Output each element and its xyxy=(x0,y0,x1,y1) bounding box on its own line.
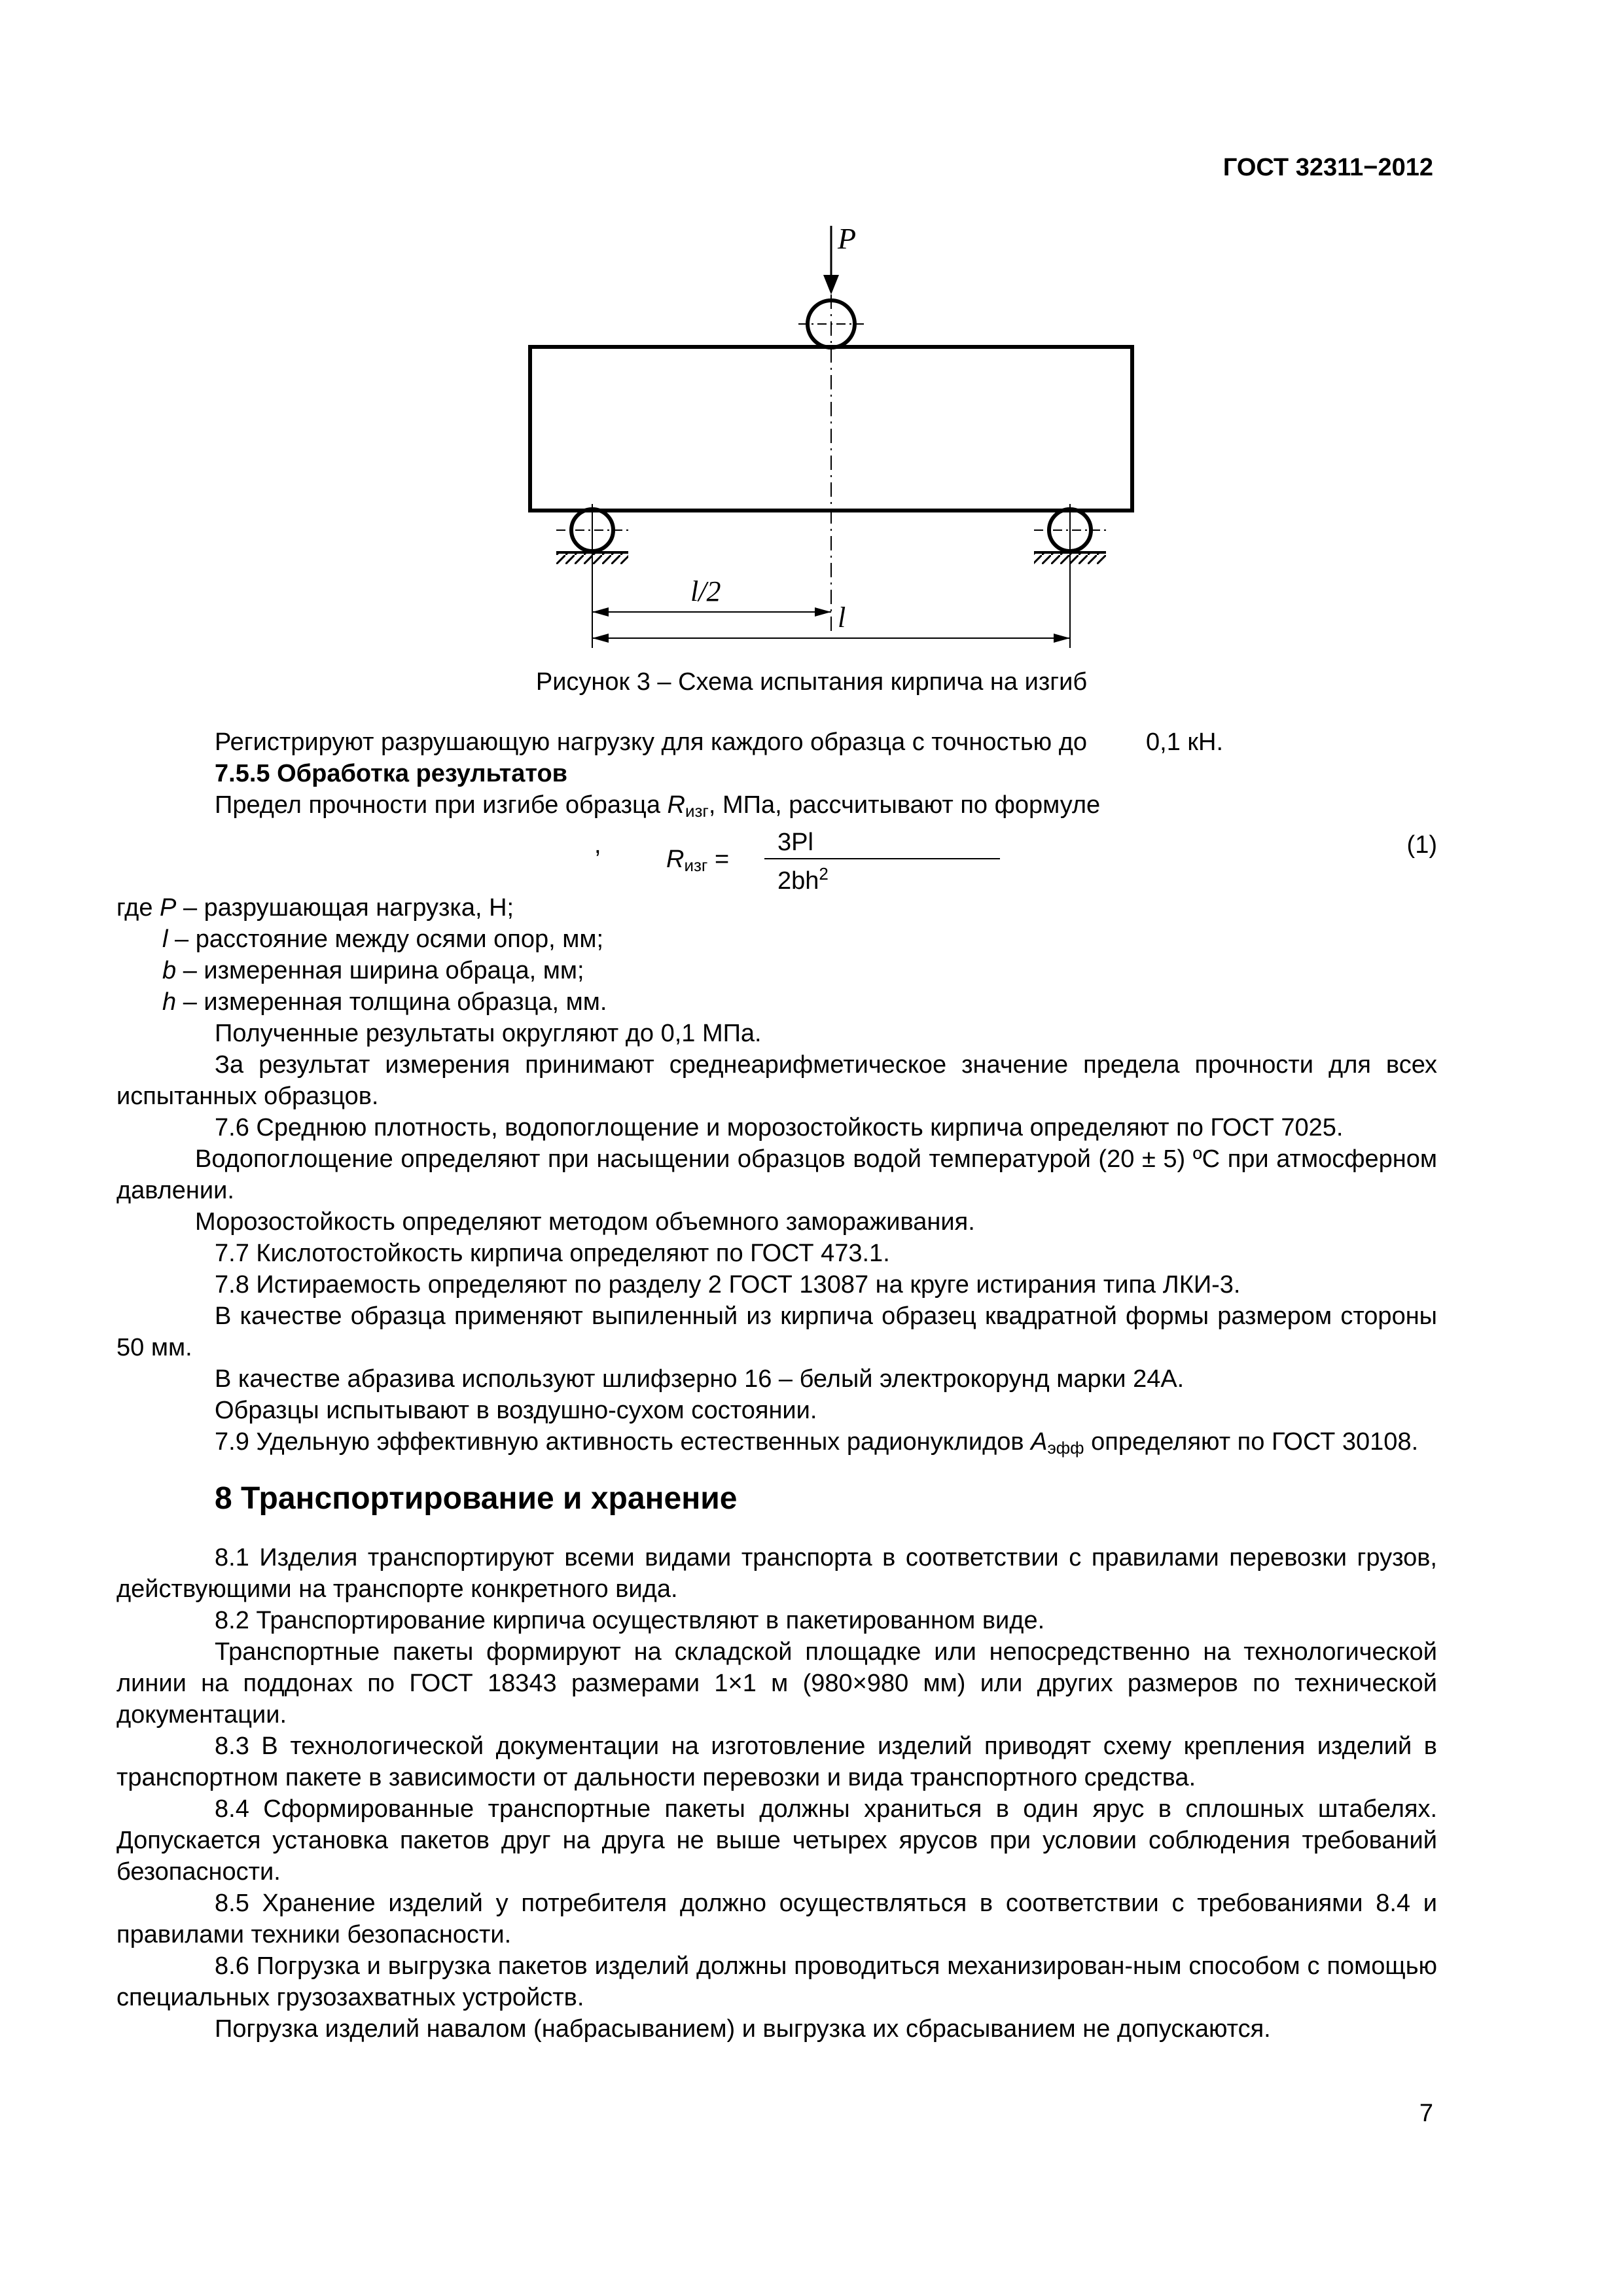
load-label: P xyxy=(838,222,857,255)
load-arrowhead xyxy=(823,275,839,295)
page-number: 7 xyxy=(1419,2100,1433,2127)
figure-caption: Рисунок 3 – Схема испытания кирпича на изгиб xyxy=(535,668,1088,696)
paragraph: Водопоглощение определяют при насыщении образцов водой температурой (20 ± 5) ºС при атмосферном давлении. xyxy=(116,1145,1437,1204)
formula-numerator: 3Pl xyxy=(777,829,813,856)
where-p: где P – разрушающая нагрузка, Н; xyxy=(116,894,514,922)
paragraph: 8.1 Изделия транспортируют всеми видами транспорта в соответствии с правилами перевозки грузов, действующими на транспорте конкретного вида. xyxy=(116,1544,1437,1603)
paragraph-register: Регистрируют разрушающую нагрузку для каждого образца с точностью до 0,1 кН. xyxy=(215,728,1224,756)
paragraph: 7.8 Истираемость определяют по разделу 2 ГОСТ 13087 на круге истирания типа ЛКИ-3. xyxy=(215,1271,1241,1299)
paragraph: 8.5 Хранение изделий у потребителя должно осуществляться в соответствии с требованиями 8.4 и правилами техники безопасности. xyxy=(116,1890,1437,1948)
paragraph-7-9: 7.9 Удельную эффективную активность естественных радионуклидов $А_{эфф}$ определяют по ГОСТ 30108. xyxy=(215,1428,1419,1458)
formula-1: , $R_{изг}$ = 3Pl $2bh^2$ (1) xyxy=(116,827,1437,892)
formula-denominator: $2bh^2$ xyxy=(777,864,829,895)
paragraph: В качестве абразива используют шлифзерно 16 – белый электрокорунд марки 24А. xyxy=(215,1365,1185,1393)
paragraph: 8.3 В технологической документации на изготовление изделий приводят схему крепления изделий в транспортном пакете в зависимости от дальности перевозки и вида транспортного средства. xyxy=(116,1732,1437,1791)
subsection-heading-7-5-5: 7.5.5 Обработка результатов xyxy=(215,760,568,787)
paragraph-strength: Предел прочности при изгибе образца $R_{изг}$, МПа, рассчитывают по формуле xyxy=(215,791,1101,821)
standard-header: ГОСТ 32311−2012 xyxy=(1222,154,1433,181)
paragraph: 7.6 Среднюю плотность, водопоглощение и морозостойкость кирпича определяют по ГОСТ 7025. xyxy=(215,1114,1344,1141)
where-l: l – расстояние между осями опор, мм; xyxy=(162,925,604,953)
paragraph: 8.4 Сформированные транспортные пакеты должны храниться в один ярус в сплошных штабелях. Допускается установка пакетов друг на друга не выше четырех ярусов при условии соблюдения требований безопасности. xyxy=(116,1795,1437,1886)
where-b: b – измеренная ширина обраца, мм; xyxy=(162,957,584,984)
formula-lhs: $R_{изг}$ = xyxy=(666,846,730,875)
bending-test-diagram xyxy=(510,216,1152,674)
paragraph: 7.7 Кислотостойкость кирпича определяют по ГОСТ 473.1. xyxy=(215,1240,890,1267)
paragraph: Транспортные пакеты формируют на складской площадке или непосредственно на технологической линии на поддонах по ГОСТ 18343 размерами 1×1 м (980×980 мм) или других размеров по технической документации. xyxy=(116,1638,1437,1729)
formula-number: (1) xyxy=(1406,831,1437,859)
paragraph: Образцы испытывают в воздушно-сухом состоянии. xyxy=(215,1397,817,1424)
paragraph: 8.6 Погрузка и выгрузка пакетов изделий должны проводиться механизирован-ным способом с помощью специальных грузозахватных устройств. xyxy=(116,1952,1437,2011)
paragraph: За результат измерения принимают среднеарифметическое значение предела прочности для всех испытанных образцов. xyxy=(116,1051,1437,1110)
paragraph: В качестве образца применяют выпиленный из кирпича образец квадратной формы размером стороны 50 мм. xyxy=(116,1302,1437,1361)
section-heading-8: 8 Транспортирование и хранение xyxy=(215,1481,738,1516)
where-h: h – измеренная толщина образца, мм. xyxy=(162,988,607,1016)
document-body xyxy=(116,726,1437,2045)
paragraph: Морозостойкость определяют методом объемного замораживания. xyxy=(195,1208,975,1236)
paragraph: Погрузка изделий навалом (набрасыванием) и выгрузка их сбрасыванием не допускаются. xyxy=(215,2015,1271,2043)
paragraph: Полученные результаты округляют до 0,1 МПа. xyxy=(215,1020,762,1047)
half-span-label: l/2 xyxy=(690,575,721,607)
span-label: l xyxy=(838,601,846,634)
paragraph: 8.2 Транспортирование кирпича осуществляют в пакетированном виде. xyxy=(215,1607,1045,1634)
